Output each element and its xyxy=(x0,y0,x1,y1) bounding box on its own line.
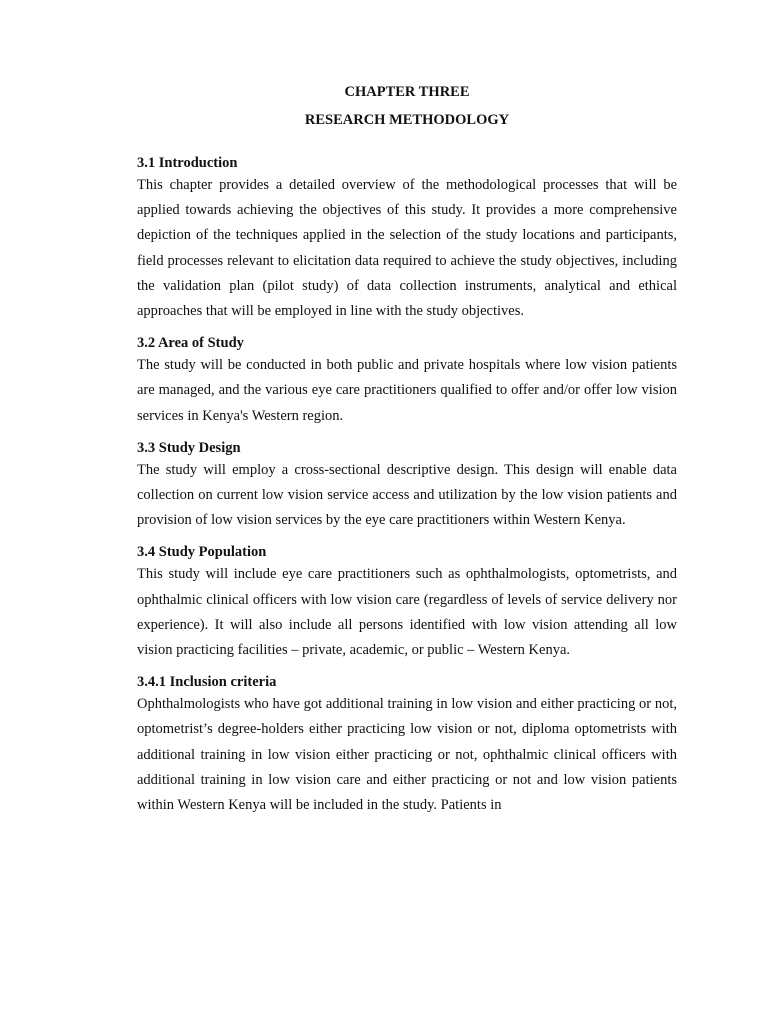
section-heading: 3.4.1 Inclusion criteria xyxy=(137,674,277,691)
chapter-subtitle: RESEARCH METHODOLOGY xyxy=(304,112,510,128)
section-inclusion-criteria xyxy=(137,673,677,818)
section-paragraph: The study will be conducted in both public and private hospitals where low vision patients are managed, and the various eye care practitioners qualified to offer and/or offer low vision services in Kenya's Western region. xyxy=(137,357,677,424)
section-paragraph: The study will employ a cross-sectional descriptive design. This design will enable data collection on current low vision service access and utilization by the low vision patients and provision of low vision services by the eye care practitioners within Western Kenya. xyxy=(137,461,677,529)
section-study-design xyxy=(137,439,677,534)
section-area-of-study xyxy=(137,334,677,429)
section-paragraph: This chapter provides a detailed overview of the methodological processes that will be applied towards achieving the objectives of this study. It provides a more comprehensive depiction of the techniques applied in the selection of the study locations and participants, field processes relevant to elicitation data required to achieve the study objectives, including the validation plan (pilot study) of data collection instruments, analytical and ethical approaches that will be employed in line with the study objectives. xyxy=(137,177,677,320)
section-introduction xyxy=(137,154,677,324)
section-heading: 3.3 Study Design xyxy=(137,439,241,456)
section-paragraph: Ophthalmologists who have got additional training in low vision and either practicing or not, optometrist’s degree-holders either practicing low vision or not, diploma optometrists with additional training in low vision either practicing or not, ophthalmic clinical officers with additional training in low vision care and either practicing or not and low vision patients within Western Kenya will be included in the study. Patients in xyxy=(137,696,677,814)
section-heading: 3.1 Introduction xyxy=(137,155,238,171)
chapter-title: CHAPTER THREE xyxy=(344,84,470,100)
document-page xyxy=(137,82,677,828)
section-paragraph: This study will include eye care practitioners such as ophthalmologists, optometrists, and ophthalmic clinical officers with low vision care (regardless of levels of service delivery nor experience). It will also include all persons identified with low vision attending all low vision practicing facilities – private, academic, or public – Western Kenya. xyxy=(137,566,677,659)
section-heading: 3.2 Area of Study xyxy=(137,335,244,352)
section-study-population xyxy=(137,543,677,663)
section-heading: 3.4 Study Population xyxy=(137,544,267,561)
